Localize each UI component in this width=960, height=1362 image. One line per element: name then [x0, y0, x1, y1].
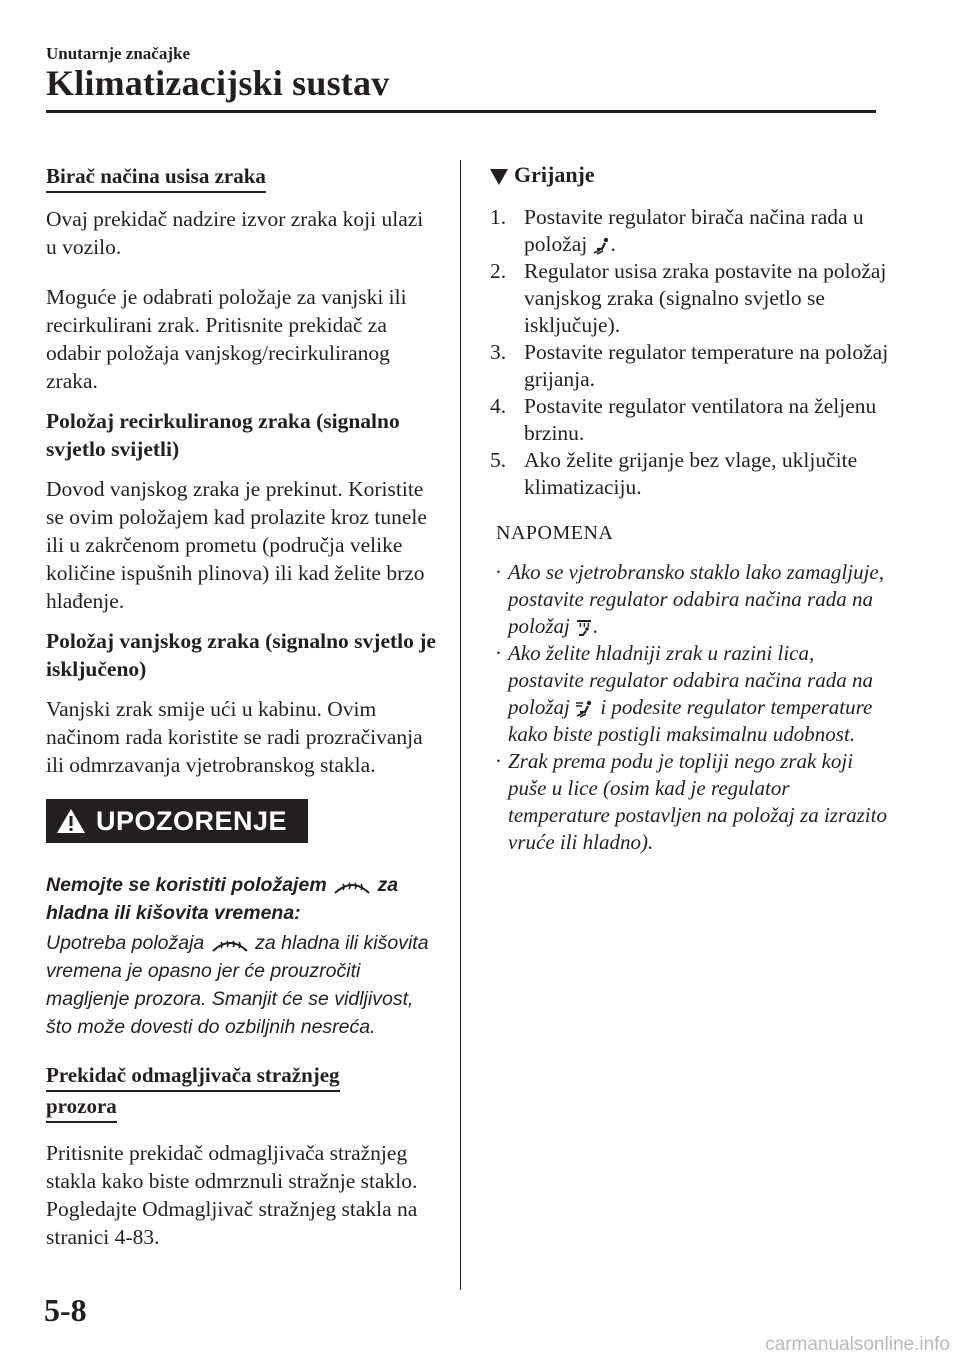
rear-defogger-paragraph: Pritisnite prekidač odmagljivača stražnjeg stakla kako biste odmrznuli stražnje staklo.: [46, 1141, 418, 1193]
warning-body-start: Upotreba položaja: [46, 932, 205, 954]
heating-title: Grijanje: [514, 162, 595, 187]
floor-defrost-mode-icon: [575, 619, 593, 637]
header-section: Unutarnje značajke: [46, 44, 191, 63]
warning-box: [46, 799, 438, 843]
warning-body: [46, 929, 438, 1041]
notes-list: [490, 559, 890, 856]
list-item: 2. Regulator usisa zraka postavite na položaj vanjskog zraka (signalno svjetlo se isključuje).: [490, 259, 887, 337]
windshield-defrost-icon: [210, 934, 250, 954]
heading-rear-defogger: [46, 1061, 438, 1123]
heading-rear-defogger-line2: prozora: [46, 1092, 117, 1123]
outside-air-paragraph: Vanjski zrak smije ući u kabinu. Ovim načinom rada koristite se radi prozračivanja ili odmrzavanja vjetrobranskog stakla.: [46, 697, 423, 777]
bi-level-mode-icon: [575, 700, 595, 718]
heading-heating: [490, 160, 890, 190]
page-number: 5-8: [44, 1292, 87, 1328]
list-item: 3. Postavite regulator temperature na položaj grijanja.: [490, 340, 889, 391]
warning-heading-end: za hladna ili kišovita vremena:: [46, 874, 399, 924]
heading-air-intake: Birač načina usisa zraka: [46, 162, 266, 193]
heading-outside-air: Položaj vanjskog zraka (signalno svjetlo je isključeno): [46, 629, 436, 681]
column-divider: [460, 160, 461, 1290]
intro-paragraph: Ovaj prekidač nadzire izvor zraka koji ulazi u vozilo.: [46, 207, 424, 259]
select-paragraph: Moguće je odabrati položaje za vanjski ili recirkulirani zrak. Pritisnite prekidač za odabir položaja vanjskog/recirkuliranog zraka.: [46, 285, 407, 393]
warning-heading-start: Nemojte se koristiti položajem: [46, 874, 327, 896]
note-title: NAPOMENA: [496, 522, 614, 544]
heading-rear-defogger-line1: Prekidač odmagljivača stražnjeg: [46, 1061, 340, 1092]
header-rule: [46, 110, 876, 113]
bullet: ·: [495, 641, 502, 665]
recirculate-paragraph: Dovod vanjskog zraka je prekinut. Koristite se ovim položajem kad prolazite kroz tunele ili u zakrčenom prometu (područja velike količine ispušnih plinova) ili kad želite brzo hlađenje.: [46, 477, 427, 613]
list-item: 4. Postavite regulator ventilatora na željenu brzinu.: [490, 394, 877, 445]
warning-label: UPOZORENJE: [96, 805, 288, 836]
bullet: ·: [495, 560, 502, 584]
floor-mode-icon: [593, 237, 611, 255]
rear-defogger-reference: Pogledajte Odmagljivač stražnjeg stakla na stranici 4-83.: [46, 1197, 418, 1249]
warning-body-end: za hladna ili kišovita vremena je opasno jer će prouzročiti magljenje prozora. Smanjit će se vidljivost, što može dovesti do ozbiljnih nesreća.: [46, 932, 429, 1038]
warning-triangle-icon: [56, 808, 86, 834]
heading-recirculate: Položaj recirkuliranog zraka (signalno svjetlo svijetli): [46, 409, 400, 461]
list-item: · Ako želite hladniji zrak u razini lica, postavite regulator odabira načina rada na položaj i podesite regulator temperature kako biste postigli maksimalnu udobnost.: [495, 641, 873, 746]
watermark: carmanualsonline.info: [765, 1334, 950, 1355]
list-item: 5. Ako želite grijanje bez vlage, uključite klimatizaciju.: [490, 448, 858, 499]
bullet: ·: [495, 749, 502, 773]
list-item: 1. Postavite regulator birača načina rada u položaj .: [490, 205, 864, 256]
right-column: [490, 160, 890, 856]
heating-steps: [490, 204, 890, 501]
warning-heading: [46, 871, 438, 927]
list-item: · Ako se vjetrobransko staklo lako zamagljuje, postavite regulator odabira načina rada na položaj .: [495, 560, 884, 638]
section-triangle-icon: [490, 169, 508, 185]
warning-banner: [46, 799, 308, 843]
windshield-defrost-icon: [332, 876, 372, 896]
list-item: · Zrak prema podu je topliji nego zrak koji puše u lice (osim kad je regulator temperature postavljen na položaj za izrazito vruće ili hladno).: [495, 749, 887, 854]
left-column: [46, 160, 438, 1251]
page-title: Klimatizacijski sustav: [46, 63, 390, 103]
